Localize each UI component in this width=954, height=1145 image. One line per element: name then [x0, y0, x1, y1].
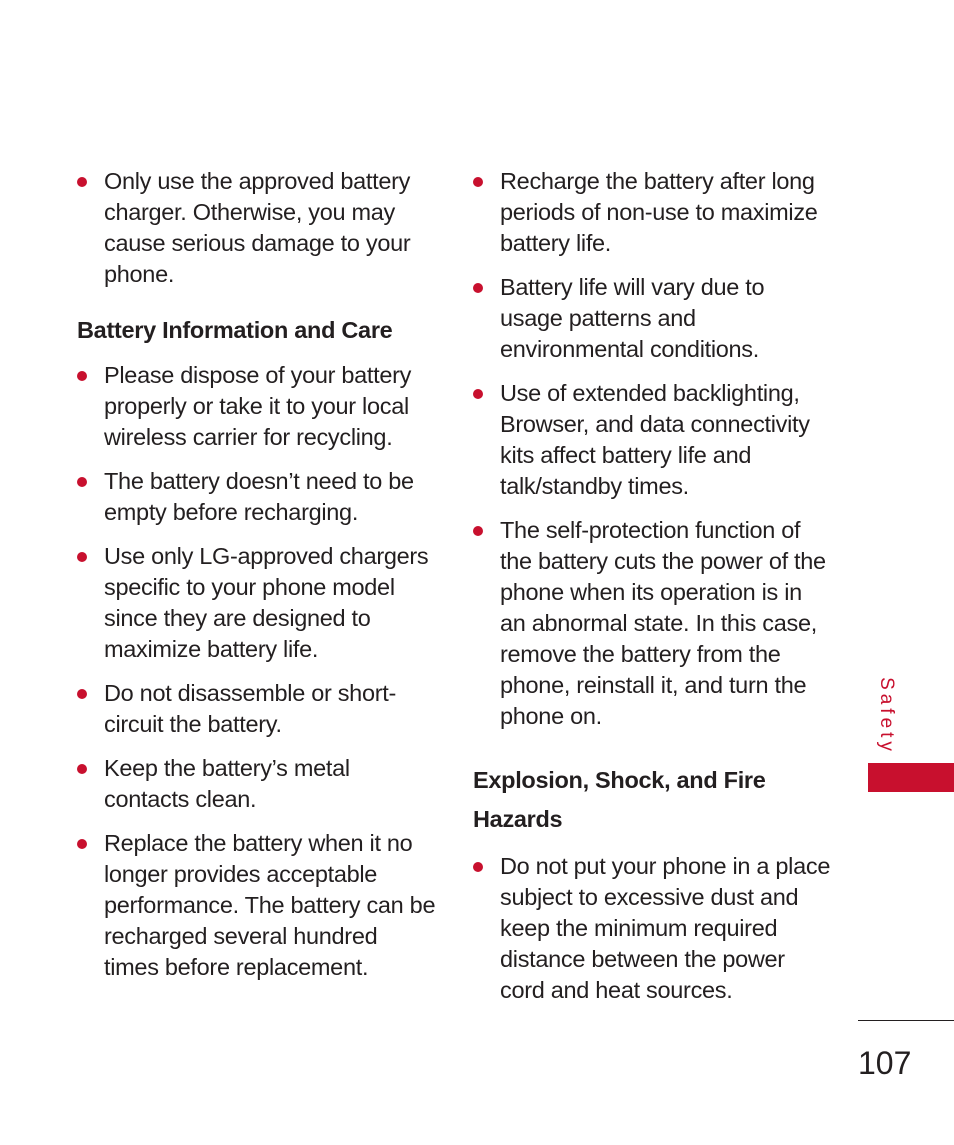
bullet-icon	[77, 839, 87, 849]
list-item	[77, 753, 437, 815]
list-item-text: Only use the approved battery charger. Otherwise, you may cause serious damage to your phone.	[104, 168, 411, 287]
list-item	[77, 541, 437, 665]
list-item-text: Battery life will vary due to usage patterns and environmental conditions.	[500, 274, 765, 362]
list-item-text: Use only LG-approved chargers specific to your phone model since they are designed to maximize battery life.	[104, 543, 429, 662]
hazards-heading: Explosion, Shock, and Fire Hazards	[473, 767, 766, 832]
list-item	[473, 378, 833, 502]
list-item-text: The self-protection function of the battery cuts the power of the phone when its operation is in an abnormal state. In this case, remove the battery from the phone, reinstall it, and turn the phone on.	[500, 517, 826, 729]
bullet-icon	[473, 283, 483, 293]
bullet-icon	[473, 526, 483, 536]
bullet-icon	[77, 177, 87, 187]
list-item	[77, 678, 437, 740]
list-item	[77, 828, 437, 983]
battery-care-heading: Battery Information and Care	[77, 317, 393, 343]
list-item-text: Do not disassemble or short-circuit the battery.	[104, 680, 397, 737]
list-item-text: Please dispose of your battery properly or take it to your local wireless carrier for recycling.	[104, 362, 412, 450]
battery-tips-list	[473, 166, 833, 732]
bullet-icon	[77, 477, 87, 487]
list-item-text: Keep the battery’s metal contacts clean.	[104, 755, 350, 812]
list-item-text: Replace the battery when it no longer provides acceptable performance. The battery can be recharged several hundred times before replacement.	[104, 830, 436, 980]
bullet-icon	[77, 552, 87, 562]
list-item	[77, 360, 437, 453]
bullet-icon	[77, 764, 87, 774]
list-item-text: The battery doesn’t need to be empty before recharging.	[104, 468, 414, 525]
section-tab-marker	[868, 763, 954, 792]
bullet-icon	[473, 862, 483, 872]
bullet-icon	[77, 371, 87, 381]
battery-care-list	[77, 360, 437, 983]
bullet-icon	[473, 389, 483, 399]
right-column	[473, 166, 833, 1019]
list-item-text: Do not put your phone in a place subject to excessive dust and keep the minimum required distance between the power cord and heat sources.	[500, 853, 831, 1003]
intro-bullet-list	[77, 166, 437, 290]
footer-divider	[858, 1020, 954, 1021]
list-item	[473, 166, 833, 259]
page-number: 107	[858, 1045, 912, 1081]
hazards-list	[473, 851, 833, 1006]
list-item	[77, 166, 437, 290]
list-item	[77, 466, 437, 528]
left-column	[77, 166, 437, 996]
list-item	[473, 272, 833, 365]
list-item-text: Recharge the battery after long periods of non-use to maximize battery life.	[500, 168, 818, 256]
bullet-icon	[77, 689, 87, 699]
list-item	[473, 515, 833, 732]
list-item-text: Use of extended backlighting, Browser, and data connectivity kits affect battery life and talk/standby times.	[500, 380, 810, 499]
bullet-icon	[473, 177, 483, 187]
list-item	[473, 851, 833, 1006]
section-tab-label: Safety	[876, 677, 897, 755]
